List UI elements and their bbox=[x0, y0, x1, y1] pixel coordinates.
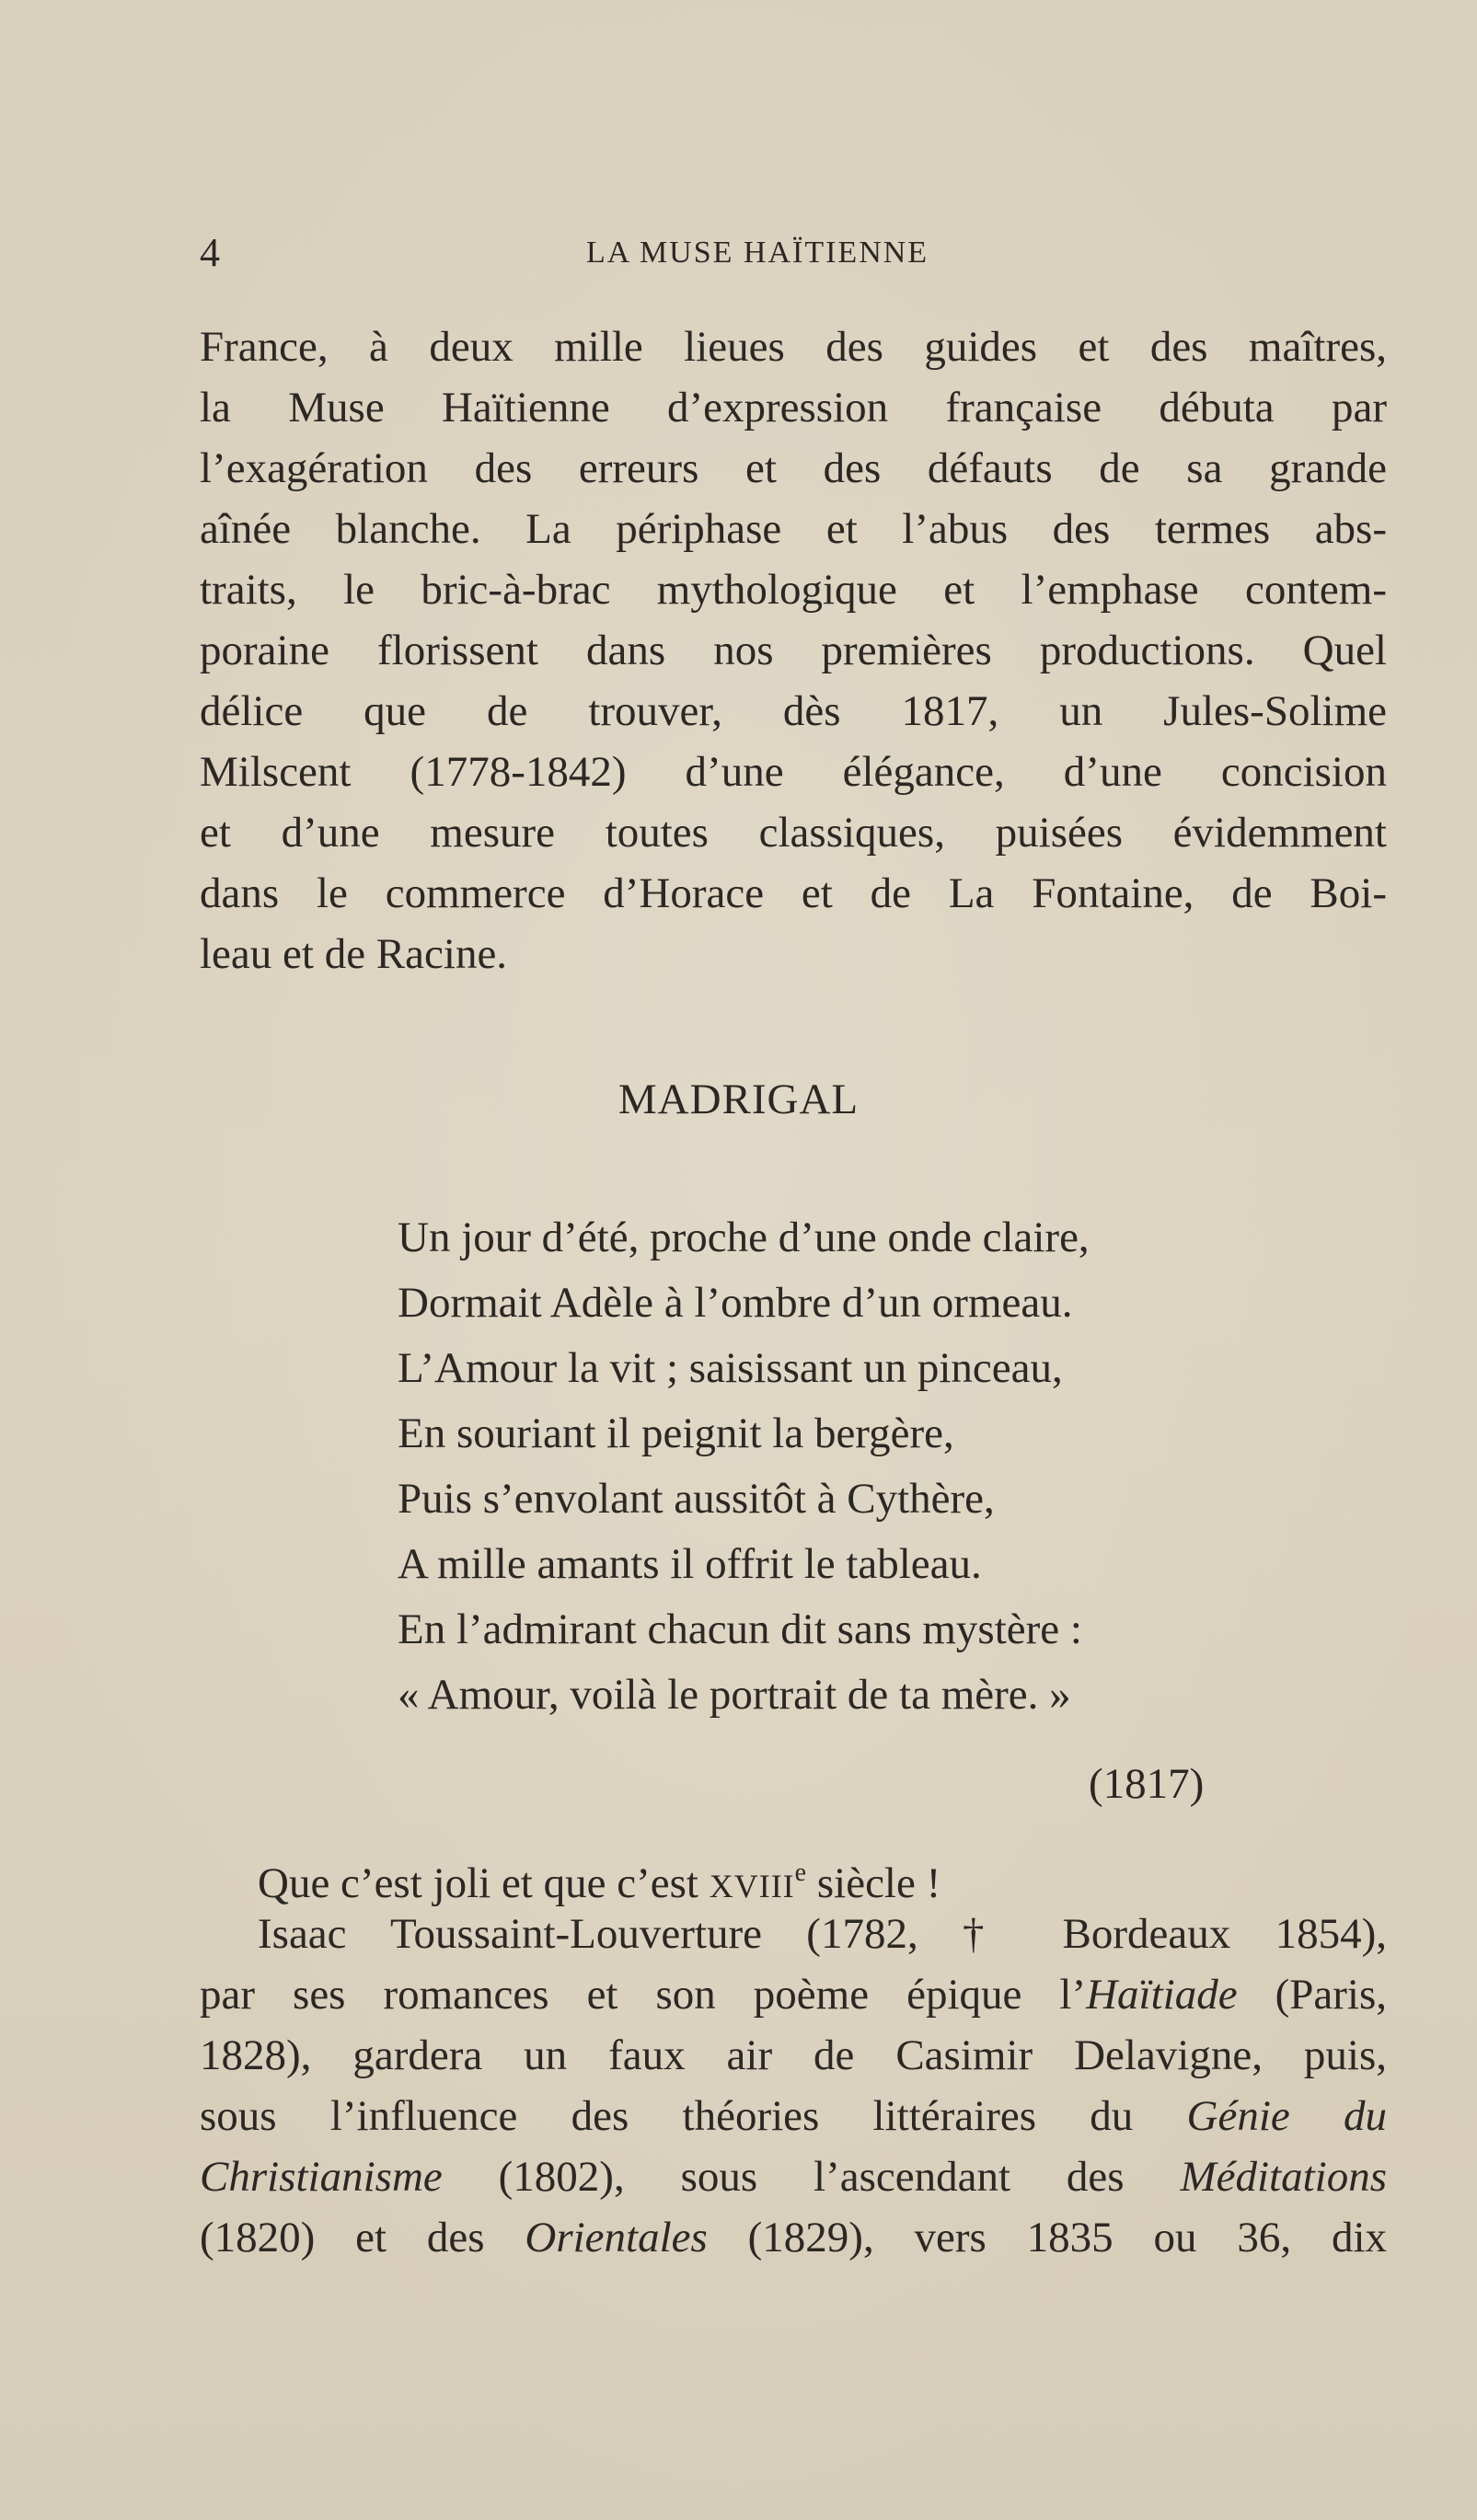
text-line: poraine florissent dans nos premières productions. Quel bbox=[200, 627, 1387, 674]
text-line: délice que de trouver, dès 1817, un Jules-Solime bbox=[200, 687, 1387, 735]
text-line: dans le commerce d’Horace et de La Fontaine, de Boi- bbox=[200, 869, 1387, 917]
poem-title: MADRIGAL bbox=[617, 1076, 860, 1123]
text-line bbox=[200, 2146, 1387, 2207]
text-line bbox=[200, 2207, 1387, 2268]
text-line: Milscent (1778-1842) d’une élégance, d’une concision bbox=[200, 748, 1387, 796]
text-line: aînée blanche. La périphase et l’abus des termes abs- bbox=[200, 505, 1387, 553]
italic-title: Méditations bbox=[1180, 2153, 1387, 2201]
poem-verse: En l’admirant chacun dit sans mystère : bbox=[398, 1605, 1082, 1653]
text-span: (Paris, bbox=[1237, 1971, 1388, 2019]
page-number: 4 bbox=[200, 230, 220, 275]
text-span: (1829), vers 1835 ou 36, dix bbox=[707, 2214, 1387, 2261]
text-line: leau et de Racine. bbox=[200, 930, 508, 978]
remark-before: Que c’est joli et que c’est bbox=[258, 1859, 710, 1907]
poem-verse: Puis s’envolant aussitôt à Cythère, bbox=[398, 1475, 995, 1523]
text-span: (1802), sous l’ascendant des bbox=[442, 2153, 1181, 2201]
poem-verse: Un jour d’été, proche d’une onde claire, bbox=[398, 1214, 1090, 1261]
remark-after: siècle ! bbox=[806, 1859, 941, 1907]
text-line bbox=[200, 2086, 1387, 2146]
poem-date: (1817) bbox=[1089, 1760, 1205, 1808]
century-superscript: e bbox=[794, 1858, 807, 1887]
running-title: LA MUSE HAÏTIENNE bbox=[586, 236, 929, 270]
text-line bbox=[200, 1964, 1387, 2025]
italic-title: Haïtiade bbox=[1086, 1971, 1238, 2019]
italic-title: Génie du bbox=[1186, 2092, 1387, 2140]
paragraph-toussaint bbox=[200, 1904, 1387, 2268]
page-header bbox=[200, 225, 1387, 281]
text-line: la Muse Haïtienne d’expression française débuta par bbox=[200, 384, 1387, 432]
text-line: et d’une mesure toutes classiques, puisées évidemment bbox=[200, 809, 1387, 857]
text-span: sous l’influence des théories littéraires du bbox=[200, 2092, 1187, 2140]
poem-verse: « Amour, voilà le portrait de ta mère. » bbox=[398, 1671, 1071, 1719]
poem bbox=[398, 1205, 1090, 1728]
paragraph-intro bbox=[200, 316, 1387, 984]
italic-title: Christianisme bbox=[200, 2153, 443, 2201]
text-line: France, à deux mille lieues des guides et des maîtres, bbox=[200, 323, 1387, 371]
text-span: par ses romances et son poème épique l’ bbox=[200, 1971, 1087, 2019]
text-line: traits, le bric-à-brac mythologique et l’emphase contem- bbox=[200, 566, 1387, 614]
text-line: l’exagération des erreurs et des défauts de sa grande bbox=[200, 444, 1387, 492]
poem-verse: Dormait Adèle à l’ombre d’un ormeau. bbox=[398, 1279, 1073, 1327]
text-span: (1820) et des bbox=[200, 2214, 525, 2261]
italic-title: Orientales bbox=[525, 2214, 708, 2261]
text-line: 1828), gardera un faux air de Casimir Delavigne, puis, bbox=[200, 2031, 1387, 2079]
century-numeral: XVIII bbox=[709, 1868, 795, 1904]
poem-verse: L’Amour la vit ; saisissant un pinceau, bbox=[398, 1344, 1063, 1392]
text-line: Isaac Toussaint-Louverture (1782, † Bordeaux 1854), bbox=[258, 1910, 1387, 1958]
poem-verse: En souriant il peignit la bergère, bbox=[398, 1410, 954, 1457]
poem-verse: A mille amants il offrit le tableau. bbox=[398, 1540, 982, 1588]
